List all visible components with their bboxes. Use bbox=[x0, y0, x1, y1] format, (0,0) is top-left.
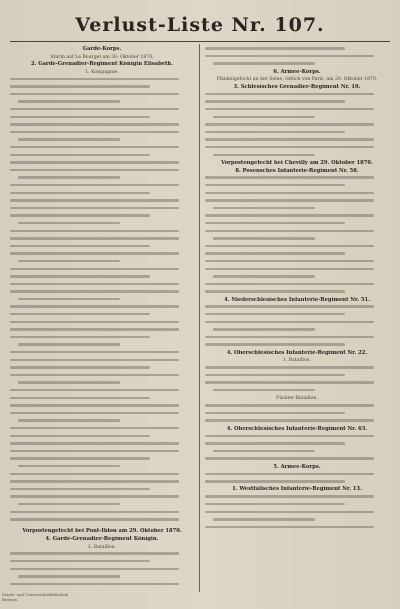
list-entry bbox=[205, 335, 389, 343]
gun-regiment-heading: 8. Posensches Infanterie-Regiment Nr. 58. bbox=[235, 167, 359, 174]
company-heading: 1. Kompagnie. bbox=[85, 69, 119, 75]
list-entry bbox=[205, 479, 389, 487]
list-entry bbox=[10, 304, 194, 312]
list-entry bbox=[205, 403, 389, 411]
list-entry bbox=[10, 251, 194, 259]
list-entry bbox=[10, 365, 194, 373]
list-entry bbox=[10, 122, 194, 130]
list-entry bbox=[10, 464, 194, 472]
sixty-third-heading: 4. Oberschlesisches Infanterie-Regiment Nr. 63. bbox=[226, 425, 368, 432]
list-entry bbox=[10, 84, 194, 92]
list-entry bbox=[205, 99, 389, 107]
list-entry bbox=[10, 274, 194, 282]
list-entry bbox=[205, 312, 389, 320]
list-entry bbox=[205, 130, 389, 138]
list-entry bbox=[10, 99, 194, 107]
list-entry bbox=[10, 259, 194, 267]
list-entry bbox=[10, 509, 194, 517]
list-entry bbox=[10, 373, 194, 381]
list-entry bbox=[10, 342, 194, 350]
list-entry bbox=[205, 502, 389, 510]
list-entry bbox=[205, 114, 389, 122]
list-entry bbox=[10, 183, 194, 191]
list-entry bbox=[10, 168, 194, 176]
list-entry bbox=[10, 289, 194, 297]
event-heading: Plänkelgefecht an der Seine, östlich von Paris, am 29. Oktober 1870. bbox=[216, 77, 378, 83]
list-entry bbox=[10, 190, 194, 198]
list-entry bbox=[10, 380, 194, 388]
regiment-heading-right: 3. Schlesisches Grenadier-Regiment Nr. 10. bbox=[233, 83, 361, 90]
list-entry bbox=[10, 471, 194, 479]
list-entry bbox=[10, 221, 194, 229]
list-entry bbox=[205, 441, 389, 449]
list-entry bbox=[10, 502, 194, 510]
landwehr-corps-heading: 5. Armee-Korps. bbox=[273, 463, 321, 470]
list-entry bbox=[10, 350, 194, 358]
list-entry bbox=[10, 403, 194, 411]
last-regiment-heading: 1. Westfälisches Infanterie-Regiment Nr. 13. bbox=[232, 486, 362, 493]
battalion-heading: 1. Bataillon. bbox=[282, 358, 312, 364]
list-entry bbox=[205, 411, 389, 419]
list-entry bbox=[10, 388, 194, 396]
list-entry bbox=[10, 335, 194, 343]
list-entry bbox=[205, 342, 389, 350]
list-entry bbox=[10, 327, 194, 335]
list-entry bbox=[10, 175, 194, 183]
list-entry bbox=[10, 486, 194, 494]
list-entry bbox=[205, 274, 389, 282]
list-entry bbox=[10, 566, 194, 574]
list-entry bbox=[205, 471, 389, 479]
list-entry bbox=[205, 266, 389, 274]
list-entry bbox=[205, 494, 389, 502]
list-entry bbox=[10, 152, 194, 160]
list-entry bbox=[10, 281, 194, 289]
list-entry bbox=[205, 380, 389, 388]
list-entry bbox=[10, 114, 194, 122]
list-entry bbox=[205, 327, 389, 335]
list-entry bbox=[10, 448, 194, 456]
list-entry bbox=[10, 76, 194, 84]
list-entry bbox=[205, 433, 389, 441]
list-entry bbox=[205, 251, 389, 259]
library-stamp bbox=[2, 592, 68, 602]
list-entry bbox=[10, 145, 194, 153]
later-event-heading: Vorpostengefecht bei Pont-Iblon am 29. Oktober 1870. bbox=[22, 528, 182, 535]
pioneer-regiment-heading: 4. Niederschlesisches Infanterie-Regiment Nr. 51. bbox=[224, 296, 370, 303]
list-entry bbox=[10, 395, 194, 403]
list-entry bbox=[10, 479, 194, 487]
list-entry bbox=[205, 61, 389, 69]
list-entry bbox=[10, 456, 194, 464]
outpost-heading: Vorpostengefecht bei Chevilly am 29. Oktober 1870. bbox=[221, 159, 373, 166]
list-entry bbox=[205, 183, 389, 191]
list-entry bbox=[10, 582, 194, 590]
list-entry bbox=[205, 319, 389, 327]
stamp-line: Bremen bbox=[2, 597, 18, 602]
later-battalion-heading: 2. Bataillon. bbox=[87, 544, 117, 550]
list-entry bbox=[10, 312, 194, 320]
list-entry bbox=[205, 517, 389, 525]
list-entry bbox=[205, 365, 389, 373]
right-column bbox=[205, 46, 389, 532]
list-entry bbox=[205, 373, 389, 381]
list-entry bbox=[205, 137, 389, 145]
corps-heading: 6. Armee-Korps. bbox=[273, 68, 321, 75]
list-entry bbox=[205, 92, 389, 100]
list-entry bbox=[205, 46, 389, 54]
list-entry bbox=[205, 524, 389, 532]
column-divider bbox=[199, 44, 200, 592]
list-entry bbox=[205, 190, 389, 198]
list-entry bbox=[205, 122, 389, 130]
list-entry bbox=[10, 494, 194, 502]
regiment-heading: 2. Garde-Grenadier-Regiment Königin Elisabeth. bbox=[30, 61, 174, 68]
list-entry bbox=[205, 213, 389, 221]
list-entry bbox=[10, 130, 194, 138]
list-entry bbox=[10, 441, 194, 449]
list-entry bbox=[10, 551, 194, 559]
list-entry bbox=[205, 243, 389, 251]
list-entry bbox=[10, 559, 194, 567]
list-entry bbox=[205, 418, 389, 426]
section-heading: Garde-Korps. bbox=[82, 46, 122, 52]
fusilier-heading: Füsilier-Bataillon. bbox=[276, 396, 318, 402]
list-entry bbox=[205, 388, 389, 396]
list-entry bbox=[205, 175, 389, 183]
list-entry bbox=[205, 448, 389, 456]
list-entry bbox=[205, 152, 389, 160]
title-rule bbox=[10, 41, 390, 42]
list-entry bbox=[205, 289, 389, 297]
list-entry bbox=[10, 236, 194, 244]
list-entry bbox=[10, 243, 194, 251]
list-entry bbox=[10, 137, 194, 145]
list-entry bbox=[10, 213, 194, 221]
list-entry bbox=[205, 145, 389, 153]
list-entry bbox=[10, 205, 194, 213]
later-regiment-heading: 4. Garde-Grenadier-Regiment Königin. bbox=[45, 536, 159, 542]
list-entry bbox=[205, 228, 389, 236]
list-entry bbox=[10, 228, 194, 236]
page-title: Verlust-Liste Nr. 107. bbox=[75, 14, 325, 36]
list-entry bbox=[205, 198, 389, 206]
list-entry bbox=[10, 411, 194, 419]
list-entry bbox=[10, 433, 194, 441]
list-entry bbox=[10, 160, 194, 168]
list-entry bbox=[205, 304, 389, 312]
list-entry bbox=[10, 517, 194, 525]
list-entry bbox=[205, 221, 389, 229]
infantry-regiment-heading: 4. Oberschlesisches Infanterie-Regiment Nr. 22. bbox=[226, 349, 368, 356]
list-entry bbox=[205, 281, 389, 289]
list-entry bbox=[10, 574, 194, 582]
list-entry bbox=[10, 92, 194, 100]
list-entry bbox=[205, 236, 389, 244]
list-entry bbox=[205, 509, 389, 517]
list-entry bbox=[205, 205, 389, 213]
list-entry bbox=[10, 418, 194, 426]
list-entry bbox=[10, 357, 194, 365]
list-entry bbox=[10, 297, 194, 305]
list-entry bbox=[10, 266, 194, 274]
list-entry bbox=[10, 319, 194, 327]
list-entry bbox=[205, 54, 389, 62]
section-subheading: Sturm auf Le Bourget am 30. Oktober 1870. bbox=[50, 54, 154, 60]
list-entry bbox=[205, 259, 389, 267]
list-entry bbox=[10, 426, 194, 434]
list-entry bbox=[205, 456, 389, 464]
list-entry bbox=[205, 107, 389, 115]
left-column bbox=[10, 46, 194, 589]
list-entry bbox=[10, 198, 194, 206]
list-entry bbox=[10, 107, 194, 115]
stamp-line: Staats- und Universitätsbibliothek bbox=[2, 592, 68, 597]
